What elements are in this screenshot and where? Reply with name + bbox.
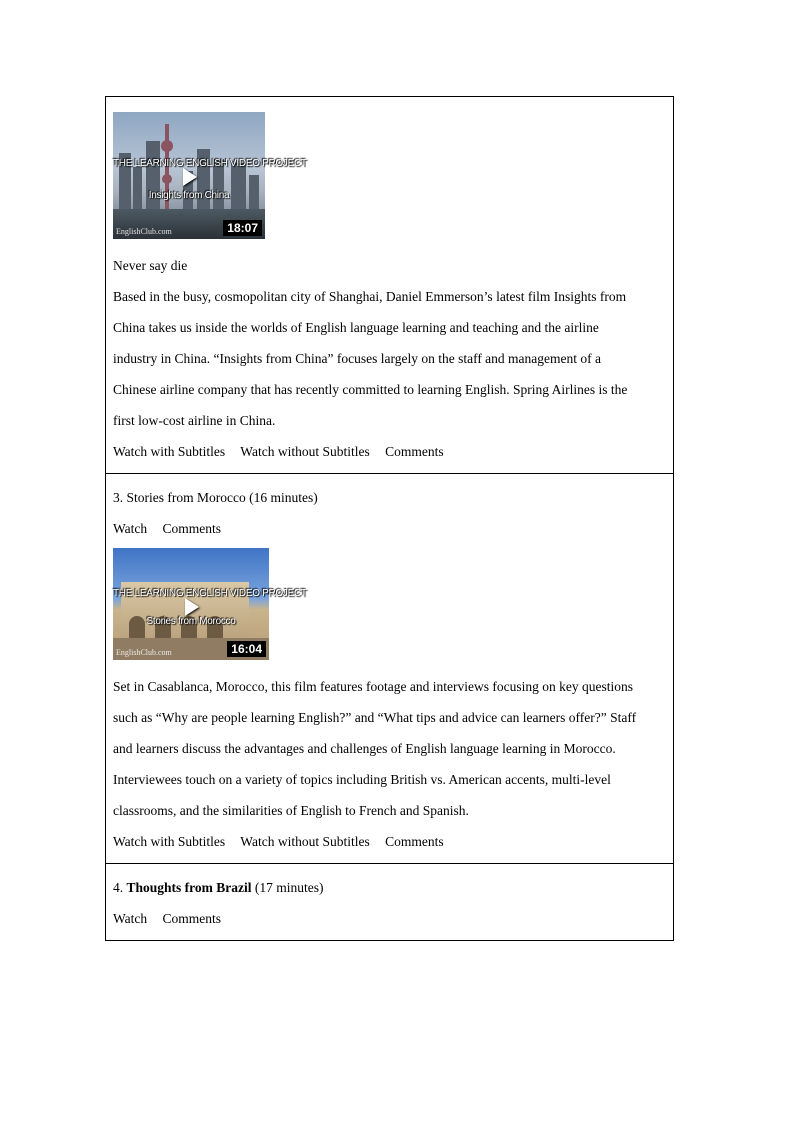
- morocco-links: [113, 826, 666, 857]
- video-project-label: THE LEARNING ENGLISH VIDEO PROJECT: [113, 588, 307, 599]
- content-table: [105, 96, 674, 941]
- watch-link[interactable]: Watch: [113, 911, 148, 926]
- description-line: and learners discuss the advantages and challenges of English language learning in Morocco.: [113, 741, 616, 756]
- video-subtitle: Insights from China: [148, 190, 230, 201]
- china-description: [113, 281, 666, 436]
- china-title: Never say die: [113, 258, 188, 273]
- comments-link[interactable]: Comments: [162, 521, 222, 536]
- brazil-heading: [113, 872, 666, 903]
- brazil-section: [106, 864, 673, 940]
- watch-with-subtitles-link[interactable]: Watch with Subtitles: [113, 444, 226, 459]
- description-line: Based in the busy, cosmopolitan city of Shanghai, Daniel Emmerson’s latest film Insights from: [113, 289, 627, 304]
- morocco-heading: 3. Stories from Morocco (16 minutes): [113, 490, 318, 505]
- china-section: [106, 97, 673, 474]
- description-line: Set in Casablanca, Morocco, this film features footage and interviews focusing on key questions: [113, 679, 633, 694]
- comments-link[interactable]: Comments: [162, 911, 222, 926]
- description-line: classrooms, and the similarities of English to French and Spanish.: [113, 803, 469, 818]
- comments-link[interactable]: Comments: [385, 444, 444, 459]
- morocco-top-links: [113, 513, 666, 544]
- china-video-thumbnail[interactable]: [113, 112, 307, 239]
- video-duration: 16:04: [227, 641, 266, 657]
- watch-with-subtitles-link[interactable]: Watch with Subtitles: [113, 834, 226, 849]
- watch-without-subtitles-link[interactable]: Watch without Subtitles: [240, 834, 370, 849]
- watch-link[interactable]: Watch: [113, 521, 148, 536]
- brazil-top-links: [113, 903, 666, 934]
- play-icon[interactable]: [185, 598, 199, 616]
- china-links: [113, 436, 666, 467]
- morocco-description: [113, 671, 666, 826]
- description-line: first low-cost airline in China.: [113, 413, 276, 428]
- morocco-section: [106, 474, 673, 864]
- video-duration: 18:07: [223, 220, 262, 236]
- description-line: Interviewees touch on a variety of topics including British vs. American accents, multi-level: [113, 772, 611, 787]
- morocco-video-thumbnail[interactable]: [113, 548, 307, 660]
- description-line: industry in China. “Insights from China” focuses largely on the staff and management of a: [113, 351, 602, 366]
- video-subtitle: Stories from Morocco: [146, 616, 236, 627]
- comments-link[interactable]: Comments: [385, 834, 444, 849]
- video-watermark: EnglishClub.com: [116, 227, 172, 236]
- brazil-title: Thoughts from Brazil: [126, 880, 252, 895]
- description-line: Chinese airline company that has recently committed to learning English. Spring Airlines is the: [113, 382, 628, 397]
- brazil-number: 4.: [113, 880, 124, 895]
- watch-without-subtitles-link[interactable]: Watch without Subtitles: [240, 444, 370, 459]
- video-project-label: THE LEARNING ENGLISH VIDEO PROJECT: [113, 158, 307, 169]
- play-icon[interactable]: [183, 168, 197, 186]
- description-line: China takes us inside the worlds of English language learning and teaching and the airline: [113, 320, 599, 335]
- brazil-duration: (17 minutes): [254, 880, 324, 895]
- description-line: such as “Why are people learning English?” and “What tips and advice can learners offer?” Staff: [113, 710, 637, 725]
- video-watermark: EnglishClub.com: [116, 648, 172, 657]
